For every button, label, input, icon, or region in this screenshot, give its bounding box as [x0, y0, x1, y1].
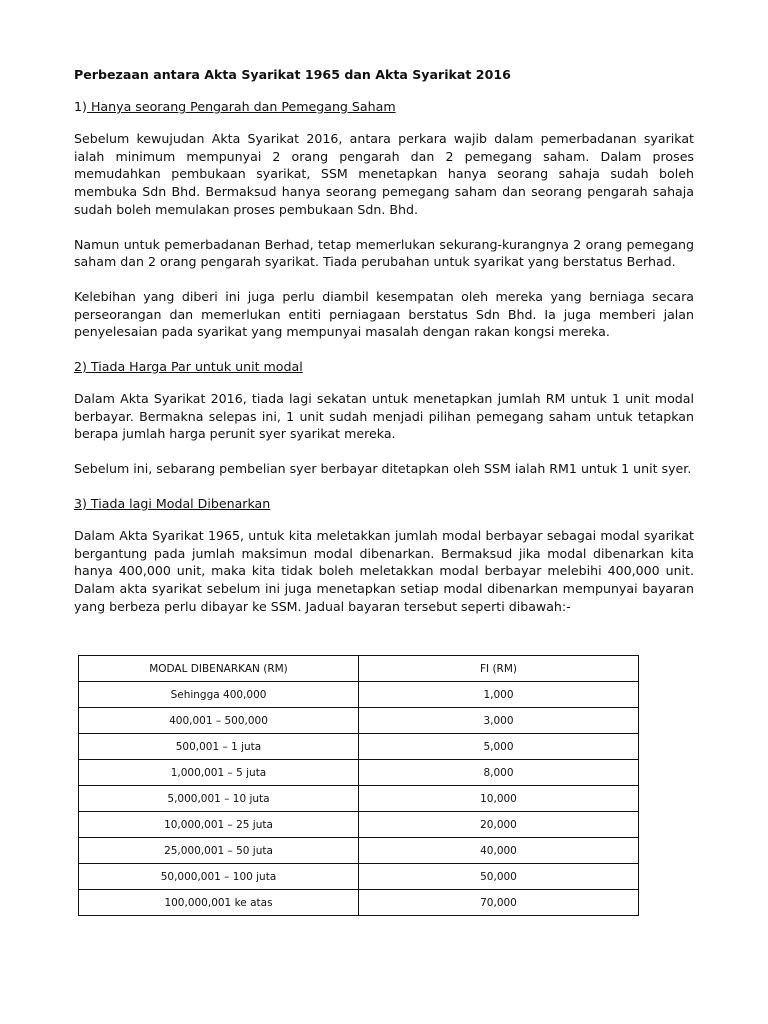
- fee-table-header-row: [79, 656, 639, 682]
- document-body: [74, 66, 694, 632]
- section-3-paragraph-1: Dalam Akta Syarikat 1965, untuk kita meletakkan jumlah modal berbayar sebagai modal syarikat bergantung pada jumlah maksimun modal dibenarkan. Bermaksud jika modal dibenarkan kita hanya 400,000 unit, maka kita tidak boleh meletakkan modal berbayar melebihi 400,000 unit. Dalam akta syarikat sebelum ini juga menetapkan setiap modal dibenarkan mempunyai bayaran yang berbeza perlu dibayar ke SSM. Jadual bayaran tersebut seperti dibawah:-: [74, 527, 694, 614]
- capital-range-cell: 10,000,001 – 25 juta: [79, 812, 359, 838]
- fee-table: [78, 655, 639, 916]
- fee-cell: 8,000: [359, 760, 639, 786]
- fee-cell: 40,000: [359, 838, 639, 864]
- fee-table-header-capital: MODAL DIBENARKAN (RM): [79, 656, 359, 682]
- section-1-paragraph-3: Kelebihan yang diberi ini juga perlu diambil kesempatan oleh mereka yang berniaga secara perseorangan dan memerlukan entiti perniagaan berstatus Sdn Bhd. Ia juga memberi jalan penyelesaian pada syarikat yang mempunyai masalah dengan rakan kongsi mereka.: [74, 288, 694, 340]
- table-row: [79, 812, 639, 838]
- capital-range-cell: 50,000,001 – 100 juta: [79, 864, 359, 890]
- fee-cell: 10,000: [359, 786, 639, 812]
- capital-range-cell: 25,000,001 – 50 juta: [79, 838, 359, 864]
- section-1-paragraph-2: Namun untuk pemerbadanan Berhad, tetap memerlukan sekurang-kurangnya 2 orang pemegang saham dan 2 orang pengarah syarikat. Tiada perubahan untuk syarikat yang berstatus Berhad.: [74, 236, 694, 270]
- table-row: [79, 734, 639, 760]
- fee-cell: 70,000: [359, 890, 639, 916]
- table-row: [79, 786, 639, 812]
- capital-range-cell: 1,000,001 – 5 juta: [79, 760, 359, 786]
- capital-range-cell: 500,001 – 1 juta: [79, 734, 359, 760]
- fee-cell: 1,000: [359, 682, 639, 708]
- section-2-heading-text: 2) Tiada Harga Par untuk unit modal: [74, 359, 303, 375]
- table-row: [79, 708, 639, 734]
- section-2-heading: [74, 358, 694, 376]
- table-row: [79, 864, 639, 890]
- capital-range-cell: 100,000,001 ke atas: [79, 890, 359, 916]
- fee-cell: 3,000: [359, 708, 639, 734]
- section-1-paragraph-1: Sebelum kewujudan Akta Syarikat 2016, antara perkara wajib dalam pemerbadanan syarikat ialah minimum mempunyai 2 orang pengarah dan 2 pemegang saham. Dalam proses memudahkan pembukaan syarikat, SSM menetapkan hanya seorang sahaja sudah boleh membuka Sdn Bhd. Bermaksud hanya seorang pemegang saham dan seorang pengarah sahaja sudah boleh memulakan proses pembukaan Sdn. Bhd.: [74, 131, 694, 217]
- section-1-heading-text: Hanya seorang Pengarah dan Pemegang Saham: [86, 99, 396, 114]
- section-1-number: 1): [74, 99, 87, 114]
- section-2-paragraph-2: Sebelum ini, sebarang pembelian syer berbayar ditetapkan oleh SSM ialah RM1 untuk 1 unit syer.: [74, 461, 692, 477]
- table-row: [79, 682, 639, 708]
- fee-table-header-fee: FI (RM): [359, 656, 639, 682]
- table-row: [79, 838, 639, 864]
- table-row: [79, 890, 639, 916]
- section-2-paragraph-1: Dalam Akta Syarikat 2016, tiada lagi sekatan untuk menetapkan jumlah RM untuk 1 unit modal berbayar. Bermakna selepas ini, 1 unit sudah menjadi pilihan pemegang saham untuk tetapkan berapa jumlah harga perunit syer syarikat mereka.: [74, 391, 694, 442]
- fee-cell: 5,000: [359, 734, 639, 760]
- section-3-heading: [74, 495, 694, 513]
- section-3-heading-text: 3) Tiada lagi Modal Dibenarkan: [74, 495, 271, 511]
- document-title: Perbezaan antara Akta Syarikat 1965 dan Akta Syarikat 2016: [74, 67, 511, 82]
- capital-range-cell: Sehingga 400,000: [79, 682, 359, 708]
- section-1-heading: [74, 98, 694, 116]
- capital-range-cell: 400,001 – 500,000: [79, 708, 359, 734]
- capital-range-cell: 5,000,001 – 10 juta: [79, 786, 359, 812]
- fee-cell: 50,000: [359, 864, 639, 890]
- table-row: [79, 760, 639, 786]
- fee-cell: 20,000: [359, 812, 639, 838]
